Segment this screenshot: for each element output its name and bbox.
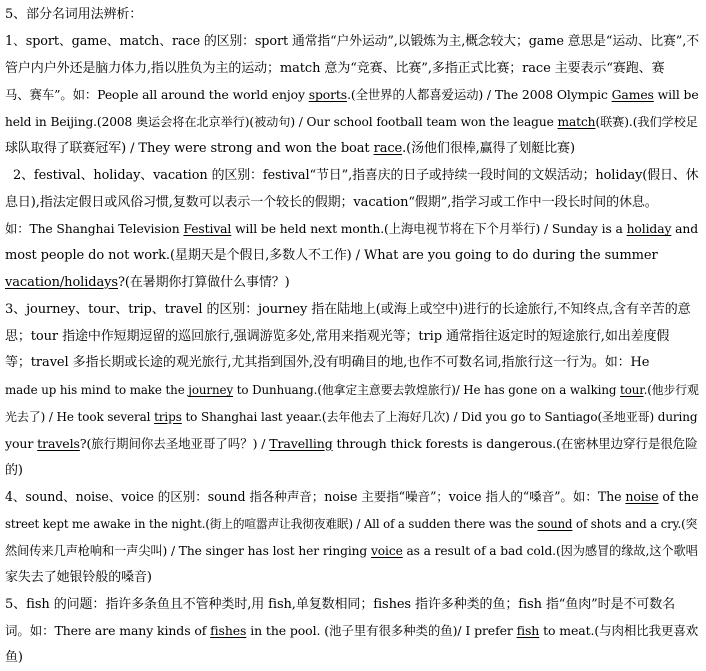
text-segment: will be held next month.(上海电视节将在下个月举行) / Sunday is a xyxy=(231,222,627,237)
text-segment: your xyxy=(5,435,38,451)
underlined-term: tour xyxy=(620,383,644,398)
text-line xyxy=(5,538,699,565)
text-segment: 光去了) / He took several xyxy=(5,409,155,424)
text-line xyxy=(5,458,699,485)
text-segment: ?(旅行期间你去圣地亚哥了吗？) / xyxy=(79,435,270,451)
text-segment: will be xyxy=(653,88,699,103)
text-segment: .(汤他们很棒,赢得了划艇比赛) xyxy=(402,140,575,156)
text-segment: made up his mind to make the xyxy=(5,383,189,398)
text-line xyxy=(5,592,699,619)
text-line xyxy=(5,190,699,217)
text-segment: 然间传来几声枪响和一声尖叫) / The singer has lost her ringing xyxy=(5,543,371,558)
text-line xyxy=(5,243,699,270)
underlined-term: fish xyxy=(516,623,540,639)
underlined-term: Games xyxy=(611,88,654,103)
text-segment: 4、sound、noise、voice 的区别：sound 指各种声音；noise 主要指“噪音”；voice 指人的“嗓音”。如：The xyxy=(5,489,626,505)
underlined-term: journey xyxy=(188,383,234,398)
text-line xyxy=(5,109,699,136)
underlined-term: vacation/holidays xyxy=(5,274,118,290)
text-segment: 息日),指法定假日或风俗习惯,复数可以表示一个较长的假期；vacation“假期”,指学习或工作中一段长时间的休息。 xyxy=(5,194,658,210)
text-segment: 5、部分名词用法辨析： xyxy=(5,7,143,22)
text-segment: to Shanghai last yeaar.(去年他去了上海好几次) / Did you go to Santiago(圣地亚哥) during xyxy=(181,409,698,424)
underlined-term: travels xyxy=(37,435,80,451)
text-line xyxy=(5,565,699,592)
text-segment: of the xyxy=(658,489,699,505)
text-segment: 鱼) xyxy=(5,650,23,666)
text-segment: as a result of a bad cold.(因为感冒的缘故,这个歌唱 xyxy=(402,543,698,558)
text-segment: 3、journey、tour、trip、travel 的区别：journey 指在陆地上(或海上或空中)进行的长途旅行,不知终点,含有辛苦的意 xyxy=(5,301,691,317)
underlined-term: fishes xyxy=(210,623,247,639)
text-line xyxy=(5,270,699,297)
text-segment: in the pool. (池子里有很多种类的鱼)/ I prefer xyxy=(246,623,517,639)
text-segment: 的) xyxy=(5,462,23,478)
text-line xyxy=(5,163,699,190)
text-segment: .(全世界的人都喜爱运动) / The 2008 Olympic xyxy=(347,88,612,103)
text-line xyxy=(5,324,699,351)
text-segment: street kept me awake in the night.(街上的喧嚣声让我彻夜难眠) / All of a sudden there was the xyxy=(5,517,538,532)
underlined-term: Travelling xyxy=(269,435,333,451)
text-line xyxy=(5,350,699,377)
text-line xyxy=(5,618,699,645)
text-line xyxy=(5,484,699,511)
text-segment: most people do not work.(星期天是个假日,多数人不工作) / What are you going to do during the summer xyxy=(5,248,658,264)
text-line xyxy=(5,56,699,83)
text-segment: held in Beijing.(2008 奥运会将在北京举行)(被动句) / Our school football team won the league xyxy=(5,115,558,130)
text-segment: 2、festival、holiday、vacation 的区别：festival“节日”,指喜庆的日子或持续一段时间的文娱活动；holiday(假日、休 xyxy=(5,167,699,183)
text-segment: of shots and a cry.(突 xyxy=(572,517,698,532)
text-line xyxy=(5,645,699,671)
underlined-term: sports xyxy=(308,88,348,103)
text-segment: 5、fish 的问题：指许多条鱼且不管种类时,用 fish,单复数相同；fishes 指许多种类的鱼；fish 指“鱼肉”时是不可数名 xyxy=(5,596,676,612)
text-segment: 词。如：There are many kinds of xyxy=(5,623,211,639)
text-segment: 马、赛车”。如：People all around the world enjoy xyxy=(5,88,309,103)
underlined-term: Festival xyxy=(183,222,232,237)
text-segment: .(他步行观 xyxy=(643,383,699,398)
text-line xyxy=(5,82,699,109)
underlined-term: race xyxy=(373,140,403,156)
text-line xyxy=(5,377,699,404)
text-segment: and xyxy=(671,222,699,237)
text-line xyxy=(5,2,699,29)
text-line xyxy=(5,136,699,163)
underlined-term: noise xyxy=(625,489,659,505)
text-line xyxy=(5,29,699,56)
text-segment: 球队取得了联赛冠军) / They were strong and won the boat xyxy=(5,140,374,156)
underlined-term: voice xyxy=(370,543,403,558)
text-segment: to Dunhuang.(他拿定主意要去敦煌旅行)/ He has gone on a walking xyxy=(233,383,621,398)
text-segment: 等；travel 多指长期或长途的观光旅行,尤其指到国外,没有明确目的地,也作不可数名词,指旅行这一行为。如：He xyxy=(5,355,650,371)
underlined-term: sound xyxy=(537,517,573,532)
text-segment: 管户内户外还是脑力体力,指以胜负为主的运动；match 意为“竞赛、比赛”,多指正式比赛；race 主要表示“赛跑、赛 xyxy=(5,60,665,76)
text-segment: (联赛).(我们学校足 xyxy=(595,115,698,130)
text-line xyxy=(5,431,699,458)
text-segment: ?(在暑期你打算做什么事情？) xyxy=(118,274,290,290)
text-line xyxy=(5,297,699,324)
text-segment: 家失去了她银铃般的嗓音) xyxy=(5,569,152,585)
text-segment: through thick forests is dangerous.(在密林里边穿行是很危险 xyxy=(332,435,698,451)
text-segment: 如：The Shanghai Television xyxy=(5,222,184,237)
underlined-term: match xyxy=(557,115,596,130)
text-segment: to meat.(与肉相比我更喜欢 xyxy=(539,623,699,639)
underlined-term: trips xyxy=(154,409,182,424)
text-segment: 1、sport、game、match、race 的区别：sport 通常指“户外运动”,以锻炼为主,概念较大；game 意思是“运动、比赛”,不 xyxy=(5,33,699,49)
text-line xyxy=(5,404,699,431)
text-line xyxy=(5,511,699,538)
text-segment: 思；tour 指途中作短期逗留的巡回旅行,强调游览多处,常用来指观光等；trip 通常指往返定时的短途旅行,如出差度假 xyxy=(5,328,670,344)
underlined-term: holiday xyxy=(626,222,672,237)
text-line xyxy=(5,216,699,243)
